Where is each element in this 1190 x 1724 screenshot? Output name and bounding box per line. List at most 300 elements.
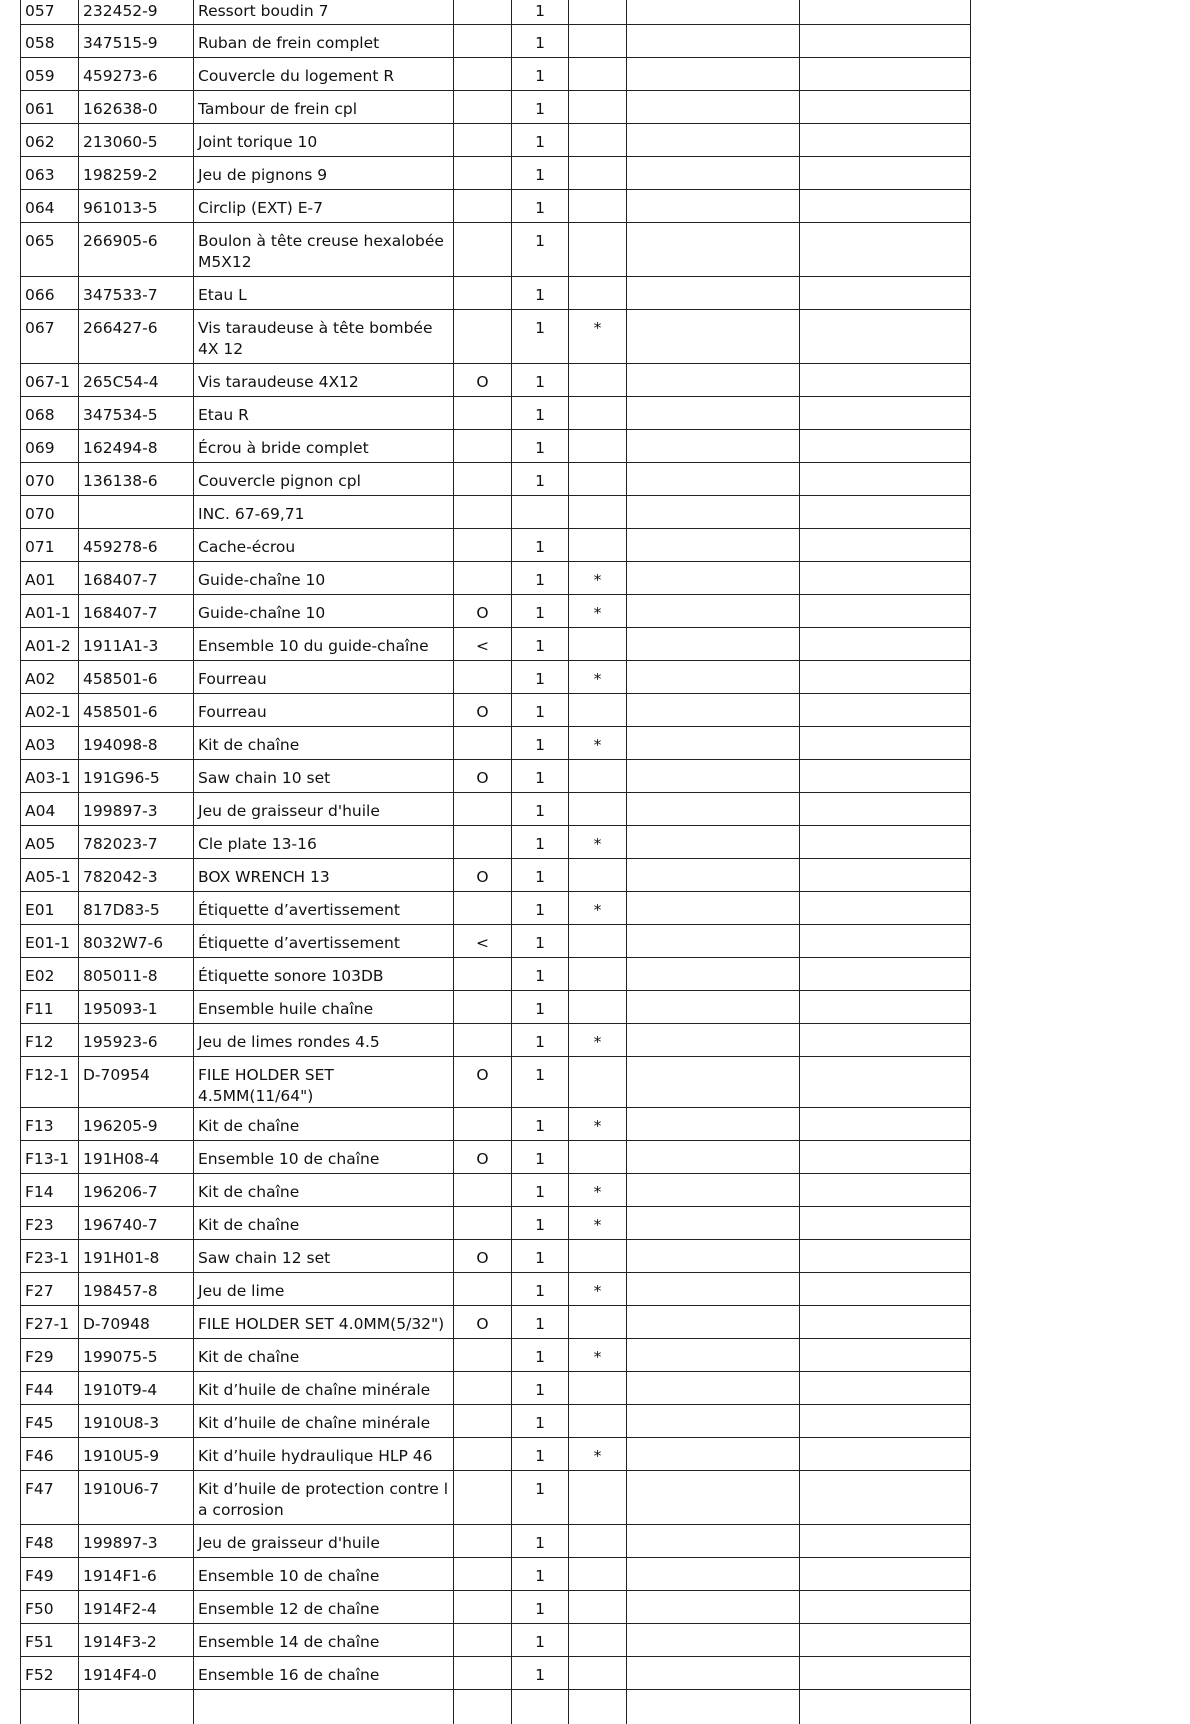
empty-cell	[627, 25, 800, 58]
item-number-cell: A03	[21, 727, 79, 760]
item-number-cell: A05-1	[21, 859, 79, 892]
part-number-cell: 347533-7	[79, 277, 194, 310]
description-cell	[194, 1690, 454, 1724]
table-row	[21, 91, 971, 124]
item-number-cell: E01	[21, 892, 79, 925]
empty-cell	[800, 1057, 971, 1108]
empty-cell	[627, 1240, 800, 1273]
part-number-cell: 191H01-8	[79, 1240, 194, 1273]
quantity-cell: 1	[512, 793, 569, 826]
quantity-cell: 1	[512, 277, 569, 310]
description-cell: Écrou à bride complet	[194, 430, 454, 463]
table-row	[21, 496, 971, 529]
part-number-cell: D-70948	[79, 1306, 194, 1339]
note-mark-cell	[569, 91, 627, 124]
empty-cell	[800, 1405, 971, 1438]
note-mark-cell: *	[569, 595, 627, 628]
item-number-cell: 062	[21, 124, 79, 157]
part-number-cell: 1910U6-7	[79, 1471, 194, 1525]
empty-cell	[800, 1690, 971, 1724]
note-mark-cell: *	[569, 727, 627, 760]
note-mark-cell	[569, 496, 627, 529]
table-row	[21, 958, 971, 991]
table-row	[21, 1591, 971, 1624]
empty-cell	[627, 1141, 800, 1174]
option-mark-cell: O	[454, 1240, 512, 1273]
note-mark-cell	[569, 1525, 627, 1558]
item-number-cell: 067	[21, 310, 79, 364]
empty-cell	[627, 1438, 800, 1471]
note-mark-cell	[569, 124, 627, 157]
item-number-cell: A01-2	[21, 628, 79, 661]
quantity-cell: 1	[512, 1624, 569, 1657]
description-cell: Etau R	[194, 397, 454, 430]
table-row	[21, 1108, 971, 1141]
quantity-cell: 1	[512, 430, 569, 463]
table-row	[21, 661, 971, 694]
description-cell: Cle plate 13-16	[194, 826, 454, 859]
empty-cell	[627, 793, 800, 826]
table-row	[21, 310, 971, 364]
empty-cell	[800, 529, 971, 562]
description-cell: Jeu de limes rondes 4.5	[194, 1024, 454, 1057]
empty-cell	[800, 1624, 971, 1657]
description-cell: Saw chain 10 set	[194, 760, 454, 793]
table-row	[21, 397, 971, 430]
item-number-cell: F48	[21, 1525, 79, 1558]
item-number-cell: F45	[21, 1405, 79, 1438]
note-mark-cell	[569, 1306, 627, 1339]
table-row	[21, 562, 971, 595]
option-mark-cell	[454, 157, 512, 190]
empty-cell	[800, 1471, 971, 1525]
parts-table-body	[21, 0, 971, 1724]
empty-cell	[627, 1273, 800, 1306]
empty-cell	[627, 892, 800, 925]
empty-cell	[800, 1273, 971, 1306]
description-cell: Ensemble 10 de chaîne	[194, 1141, 454, 1174]
item-number-cell: F13	[21, 1108, 79, 1141]
option-mark-cell	[454, 727, 512, 760]
description-cell: Guide-chaîne 10	[194, 562, 454, 595]
table-row	[21, 529, 971, 562]
empty-cell	[800, 1657, 971, 1690]
note-mark-cell: *	[569, 310, 627, 364]
quantity-cell: 1	[512, 1372, 569, 1405]
item-number-cell: 067-1	[21, 364, 79, 397]
quantity-cell: 1	[512, 58, 569, 91]
part-number-cell: 8032W7-6	[79, 925, 194, 958]
option-mark-cell	[454, 1558, 512, 1591]
quantity-cell: 1	[512, 223, 569, 277]
empty-cell	[627, 1471, 800, 1525]
note-mark-cell	[569, 859, 627, 892]
empty-cell	[800, 892, 971, 925]
quantity-cell: 1	[512, 124, 569, 157]
option-mark-cell: O	[454, 364, 512, 397]
empty-cell	[800, 157, 971, 190]
description-cell: Saw chain 12 set	[194, 1240, 454, 1273]
note-mark-cell	[569, 1591, 627, 1624]
description-cell: Circlip (EXT) E-7	[194, 190, 454, 223]
item-number-cell: F44	[21, 1372, 79, 1405]
part-number-cell: 961013-5	[79, 190, 194, 223]
note-mark-cell	[569, 1471, 627, 1525]
part-number-cell: 1910T9-4	[79, 1372, 194, 1405]
quantity-cell: 1	[512, 661, 569, 694]
empty-cell	[800, 1240, 971, 1273]
empty-cell	[627, 223, 800, 277]
part-number-cell: 195923-6	[79, 1024, 194, 1057]
quantity-cell: 1	[512, 727, 569, 760]
empty-cell	[627, 1657, 800, 1690]
table-row	[21, 430, 971, 463]
part-number-cell: 168407-7	[79, 595, 194, 628]
part-number-cell: 199897-3	[79, 1525, 194, 1558]
item-number-cell: F23	[21, 1207, 79, 1240]
empty-cell	[627, 124, 800, 157]
table-row	[21, 760, 971, 793]
table-row	[21, 859, 971, 892]
empty-cell	[627, 826, 800, 859]
quantity-cell: 1	[512, 859, 569, 892]
option-mark-cell: O	[454, 595, 512, 628]
note-mark-cell	[569, 1141, 627, 1174]
part-number-cell: 1910U8-3	[79, 1405, 194, 1438]
note-mark-cell: *	[569, 826, 627, 859]
note-mark-cell	[569, 628, 627, 661]
table-row	[21, 991, 971, 1024]
description-cell: Fourreau	[194, 661, 454, 694]
quantity-cell: 1	[512, 1240, 569, 1273]
part-number-cell: 162494-8	[79, 430, 194, 463]
option-mark-cell	[454, 1438, 512, 1471]
quantity-cell: 1	[512, 892, 569, 925]
item-number-cell: F13-1	[21, 1141, 79, 1174]
description-cell: Étiquette d’avertissement	[194, 925, 454, 958]
empty-cell	[800, 628, 971, 661]
option-mark-cell	[454, 1174, 512, 1207]
empty-cell	[627, 1624, 800, 1657]
part-number-cell: 191G96-5	[79, 760, 194, 793]
part-number-cell: 198457-8	[79, 1273, 194, 1306]
description-cell: Jeu de graisseur d'huile	[194, 1525, 454, 1558]
part-number-cell: 1914F4-0	[79, 1657, 194, 1690]
empty-cell	[627, 364, 800, 397]
item-number-cell: A04	[21, 793, 79, 826]
part-number-cell: 458501-6	[79, 661, 194, 694]
table-row	[21, 1624, 971, 1657]
item-number-cell: 069	[21, 430, 79, 463]
item-number-cell: F51	[21, 1624, 79, 1657]
option-mark-cell	[454, 430, 512, 463]
table-row	[21, 1024, 971, 1057]
note-mark-cell	[569, 190, 627, 223]
table-row	[21, 628, 971, 661]
part-number-cell: 805011-8	[79, 958, 194, 991]
option-mark-cell	[454, 826, 512, 859]
quantity-cell: 1	[512, 1471, 569, 1525]
empty-cell	[800, 562, 971, 595]
description-cell: Vis taraudeuse 4X12	[194, 364, 454, 397]
item-number-cell: F27	[21, 1273, 79, 1306]
note-mark-cell	[569, 991, 627, 1024]
part-number-cell: 265C54-4	[79, 364, 194, 397]
empty-cell	[627, 694, 800, 727]
part-number-cell: 1914F3-2	[79, 1624, 194, 1657]
quantity-cell: 1	[512, 1339, 569, 1372]
empty-cell	[800, 1525, 971, 1558]
empty-cell	[800, 727, 971, 760]
empty-cell	[800, 925, 971, 958]
empty-cell	[627, 1207, 800, 1240]
table-row	[21, 1174, 971, 1207]
item-number-cell: 070	[21, 496, 79, 529]
quantity-cell: 1	[512, 1591, 569, 1624]
option-mark-cell	[454, 793, 512, 826]
empty-cell	[800, 694, 971, 727]
part-number-cell	[79, 496, 194, 529]
item-number-cell: 064	[21, 190, 79, 223]
empty-cell	[800, 595, 971, 628]
quantity-cell: 1	[512, 562, 569, 595]
table-row	[21, 826, 971, 859]
table-row	[21, 1471, 971, 1525]
empty-cell	[800, 661, 971, 694]
table-row	[21, 1273, 971, 1306]
description-cell: Tambour de frein cpl	[194, 91, 454, 124]
note-mark-cell	[569, 925, 627, 958]
option-mark-cell	[454, 1624, 512, 1657]
table-row	[21, 463, 971, 496]
table-row	[21, 1207, 971, 1240]
empty-cell	[627, 496, 800, 529]
quantity-cell: 1	[512, 595, 569, 628]
table-row	[21, 277, 971, 310]
empty-cell	[800, 1174, 971, 1207]
description-cell: Etau L	[194, 277, 454, 310]
note-mark-cell	[569, 1240, 627, 1273]
empty-cell	[627, 91, 800, 124]
item-number-cell: F49	[21, 1558, 79, 1591]
option-mark-cell	[454, 0, 512, 25]
table-row	[21, 1372, 971, 1405]
note-mark-cell	[569, 760, 627, 793]
part-number-cell: 213060-5	[79, 124, 194, 157]
description-cell: Ensemble 12 de chaîne	[194, 1591, 454, 1624]
table-row	[21, 595, 971, 628]
quantity-cell: 1	[512, 1525, 569, 1558]
option-mark-cell	[454, 892, 512, 925]
description-cell: Joint torique 10	[194, 124, 454, 157]
item-number-cell: E02	[21, 958, 79, 991]
quantity-cell: 1	[512, 190, 569, 223]
empty-cell	[627, 1174, 800, 1207]
description-cell: Ensemble 10 du guide-chaîne	[194, 628, 454, 661]
table-row	[21, 58, 971, 91]
empty-cell	[800, 1207, 971, 1240]
empty-cell	[627, 958, 800, 991]
part-number-cell: 136138-6	[79, 463, 194, 496]
option-mark-cell: O	[454, 1141, 512, 1174]
table-row	[21, 727, 971, 760]
empty-cell	[627, 925, 800, 958]
option-mark-cell	[454, 1207, 512, 1240]
part-number-cell: 459278-6	[79, 529, 194, 562]
empty-cell	[627, 1306, 800, 1339]
empty-cell	[627, 1339, 800, 1372]
empty-cell	[800, 1141, 971, 1174]
empty-cell	[800, 364, 971, 397]
part-number-cell: 266427-6	[79, 310, 194, 364]
quantity-cell	[512, 1690, 569, 1724]
description-cell: Ensemble 16 de chaîne	[194, 1657, 454, 1690]
empty-cell	[800, 124, 971, 157]
empty-cell	[627, 529, 800, 562]
description-cell: Boulon à tête creuse hexalobée M5X12	[194, 223, 454, 277]
note-mark-cell	[569, 958, 627, 991]
empty-cell	[800, 25, 971, 58]
empty-cell	[627, 1108, 800, 1141]
item-number-cell: F47	[21, 1471, 79, 1525]
option-mark-cell	[454, 1657, 512, 1690]
description-cell: FILE HOLDER SET 4.0MM(5/32")	[194, 1306, 454, 1339]
item-number-cell: 068	[21, 397, 79, 430]
empty-cell	[627, 277, 800, 310]
part-number-cell: 347515-9	[79, 25, 194, 58]
note-mark-cell	[569, 1624, 627, 1657]
option-mark-cell	[454, 1273, 512, 1306]
table-row	[21, 223, 971, 277]
part-number-cell: 459273-6	[79, 58, 194, 91]
quantity-cell: 1	[512, 1024, 569, 1057]
note-mark-cell	[569, 694, 627, 727]
empty-cell	[800, 1372, 971, 1405]
empty-cell	[800, 1558, 971, 1591]
option-mark-cell	[454, 25, 512, 58]
table-row	[21, 1240, 971, 1273]
part-number-cell: 1914F1-6	[79, 1558, 194, 1591]
item-number-cell: F14	[21, 1174, 79, 1207]
item-number-cell: F11	[21, 991, 79, 1024]
option-mark-cell	[454, 529, 512, 562]
note-mark-cell	[569, 25, 627, 58]
description-cell: Kit d’huile hydraulique HLP 46	[194, 1438, 454, 1471]
quantity-cell: 1	[512, 1438, 569, 1471]
note-mark-cell	[569, 793, 627, 826]
quantity-cell: 1	[512, 529, 569, 562]
empty-cell	[627, 595, 800, 628]
empty-cell	[800, 760, 971, 793]
item-number-cell: F29	[21, 1339, 79, 1372]
part-number-cell: 199075-5	[79, 1339, 194, 1372]
description-cell: Guide-chaîne 10	[194, 595, 454, 628]
description-cell: Couvercle du logement R	[194, 58, 454, 91]
table-row	[21, 25, 971, 58]
option-mark-cell	[454, 1024, 512, 1057]
note-mark-cell	[569, 1690, 627, 1724]
note-mark-cell: *	[569, 661, 627, 694]
table-row	[21, 1438, 971, 1471]
note-mark-cell: *	[569, 562, 627, 595]
table-row	[21, 793, 971, 826]
item-number-cell: A02-1	[21, 694, 79, 727]
description-cell: Kit de chaîne	[194, 727, 454, 760]
quantity-cell: 1	[512, 0, 569, 25]
table-row	[21, 1405, 971, 1438]
note-mark-cell: *	[569, 1024, 627, 1057]
item-number-cell: F27-1	[21, 1306, 79, 1339]
quantity-cell: 1	[512, 25, 569, 58]
description-cell: Ensemble 10 de chaîne	[194, 1558, 454, 1591]
empty-cell	[800, 826, 971, 859]
quantity-cell: 1	[512, 628, 569, 661]
quantity-cell: 1	[512, 1141, 569, 1174]
option-mark-cell	[454, 991, 512, 1024]
quantity-cell: 1	[512, 1273, 569, 1306]
empty-cell	[800, 496, 971, 529]
empty-cell	[800, 58, 971, 91]
option-mark-cell	[454, 958, 512, 991]
empty-cell	[627, 0, 800, 25]
item-number-cell: 065	[21, 223, 79, 277]
description-cell: Kit de chaîne	[194, 1174, 454, 1207]
note-mark-cell	[569, 58, 627, 91]
table-row	[21, 124, 971, 157]
note-mark-cell: *	[569, 1207, 627, 1240]
note-mark-cell	[569, 364, 627, 397]
empty-cell	[627, 157, 800, 190]
item-number-cell: A03-1	[21, 760, 79, 793]
quantity-cell	[512, 496, 569, 529]
note-mark-cell	[569, 463, 627, 496]
empty-cell	[627, 58, 800, 91]
quantity-cell: 1	[512, 1108, 569, 1141]
empty-cell	[627, 859, 800, 892]
option-mark-cell	[454, 190, 512, 223]
part-number-cell: 266905-6	[79, 223, 194, 277]
table-row	[21, 1525, 971, 1558]
table-row	[21, 694, 971, 727]
description-cell: Kit d’huile de chaîne minérale	[194, 1405, 454, 1438]
description-cell: Ressort boudin 7	[194, 0, 454, 25]
part-number-cell: 195093-1	[79, 991, 194, 1024]
quantity-cell: 1	[512, 760, 569, 793]
item-number-cell: 071	[21, 529, 79, 562]
quantity-cell: 1	[512, 1657, 569, 1690]
empty-cell	[800, 1108, 971, 1141]
note-mark-cell	[569, 1405, 627, 1438]
option-mark-cell	[454, 1471, 512, 1525]
quantity-cell: 1	[512, 958, 569, 991]
note-mark-cell	[569, 1057, 627, 1108]
quantity-cell: 1	[512, 157, 569, 190]
quantity-cell: 1	[512, 364, 569, 397]
empty-cell	[627, 190, 800, 223]
option-mark-cell	[454, 1405, 512, 1438]
item-number-cell: 059	[21, 58, 79, 91]
description-cell: INC. 67-69,71	[194, 496, 454, 529]
description-cell: Ensemble huile chaîne	[194, 991, 454, 1024]
part-number-cell: 782023-7	[79, 826, 194, 859]
quantity-cell: 1	[512, 1057, 569, 1108]
empty-cell	[800, 1339, 971, 1372]
option-mark-cell: <	[454, 925, 512, 958]
empty-cell	[800, 1591, 971, 1624]
part-number-cell: 347534-5	[79, 397, 194, 430]
note-mark-cell: *	[569, 1438, 627, 1471]
item-number-cell: 070	[21, 463, 79, 496]
